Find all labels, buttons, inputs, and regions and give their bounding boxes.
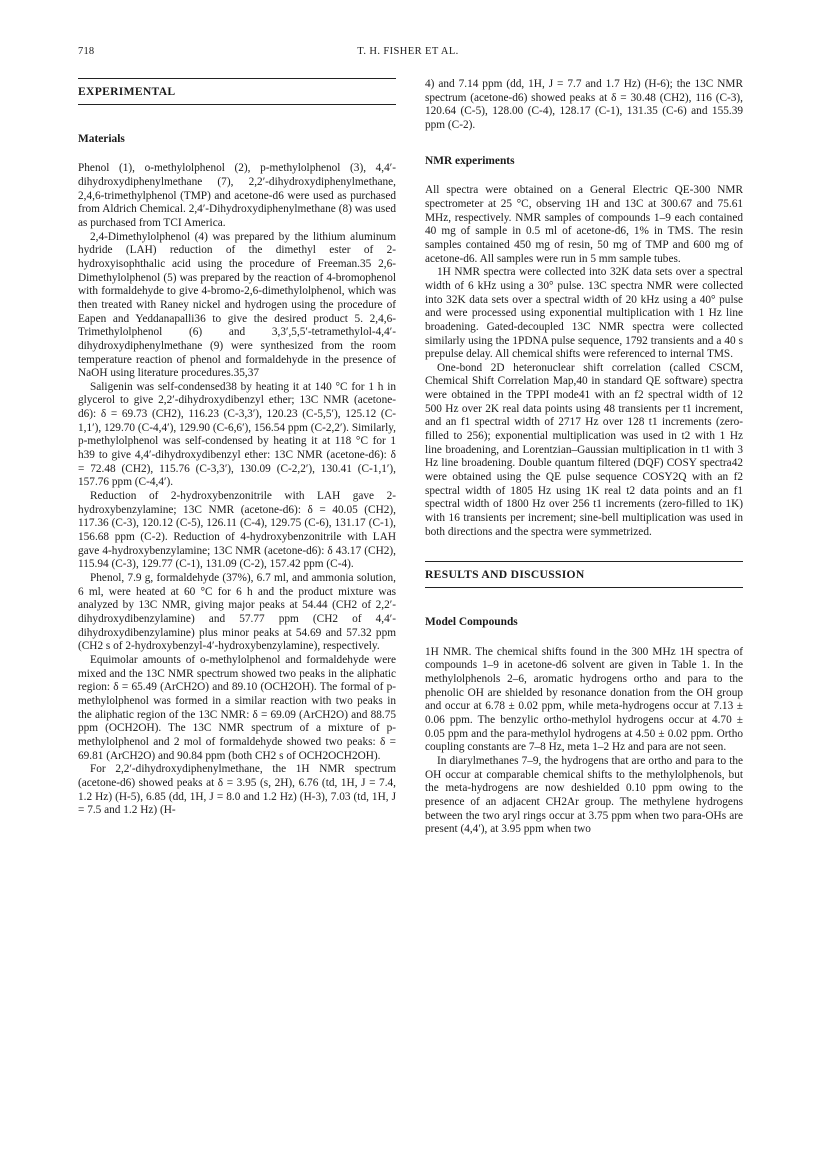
paragraph: 2,4-Dimethylolphenol (4) was prepared by the lithium aluminum hydride (LAH) reduction of the dimethyl ester of 2-hydroxyisophthalic acid using the procedure of Freeman.35 2,6-Dimethylolphenol (5) was prepared by the reaction of 4-bromophenol with formaldehyde to give 4-bromo-2,6-dimethylolphenol, which was then treated with Raney nickel and hydrogen using the procedure of Eapen and Yeddanapalli36 to give the desired product 5. 2,4,6-Trimethylolphenol (6) and 3,3′,5,5′-tetramethylol-4,4′-dihydroxydiphenylmethane (9) were synthesized from the room temperature reaction of phenol and formaldehyde in the presence of NaOH using literature procedures.35,37 bbox=[78, 230, 396, 380]
model-compounds-heading: Model Compounds bbox=[425, 616, 518, 628]
paragraph: Equimolar amounts of o-methylolphenol and formaldehyde were mixed and the 13C NMR spectrum showed two peaks in the aliphatic region: δ = 65.49 (ArCH2O) and 89.10 (OCH2OH). The formal of p-methylolphenol was formed in a similar reaction with two peaks in the aliphatic region of the 13C NMR: δ = 69.09 (ArCH2O) and 88.75 ppm (OCH2OH). The 13C NMR spectrum of a mixture of p-methylolphenol and 2 mol of formaldehyde showed two peaks: δ = 69.81 (ArCH2O) and 90.84 ppm (both CH2 s of OCH2OCH2OH). bbox=[78, 653, 396, 762]
paragraph: 1H NMR. The chemical shifts found in the 300 MHz 1H spectra of compounds 1–9 in acetone-d6 solvent are given in Table 1. In the methylolphenols 2–6, aromatic hydrogens ortho and para to the phenolic OH are shielded by resonance donation from the OH group and occur at 6.78 ± 0.02 ppm, while meta-hydrogens occur at 7.13 ± 0.06 ppm. The benzylic ortho-methylol hydrogens occur at 4.70 ± 0.05 ppm and the para-methylol hydrogens at 4.50 ± 0.02 ppm. Ortho coupling constants are 7–8 Hz, meta 1–2 Hz and para are not seen. bbox=[425, 645, 743, 754]
paragraph: Saligenin was self-condensed38 by heating it at 140 °C for 1 h in glycerol to give 2,2′-dihydroxydibenzyl ether; 13C NMR (acetone-d6): δ = 69.73 (CH2), 116.23 (C-3,3′), 120.23 (C-5,5′), 125.12 (C-1,1′), 129.70 (C-4,4′), 129.90 (C-6,6′), 156.54 ppm (C-2,2′). Similarly, p-methylolphenol was self-condensed by heating it at 118 °C for 1 h39 to give 4,4′-dihydroxydibenzyl ether: 13C NMR (acetone-d6): δ = 72.48 (CH2), 115.76 (C-3,3′), 130.09 (C-2,2′), 130.41 (C-1,1′), 157.76 ppm (C-4,4′). bbox=[78, 380, 396, 489]
paragraph: All spectra were obtained on a General Electric QE-300 NMR spectrometer at 25 °C, observing 1H and 13C at 300.67 and 75.61 MHz, respectively. NMR samples of compounds 1–9 each contained 40 mg of sample in 0.5 ml of acetone-d6, 1% in TMS. The resin samples contained 450 mg of resin, 50 mg of TMP and 600 mg of acetone-d6. All samples were run in 5 mm sample tubes. bbox=[425, 184, 743, 265]
paragraph: Phenol (1), o-methylolphenol (2), p-methylolphenol (3), 4,4′-dihydroxydiphenylmethane (7), 2,2′-dihydroxydiphenylmethane, 2,4,6-trimethylphenol (TMP) and acetone-d6 were used as purchased from Aldrich Chemical. 2,4′-Dihydroxydiphenylmethane (8) was used as purchased from TCI America. bbox=[78, 162, 396, 229]
paragraph-continuation: 4) and 7.14 ppm (dd, 1H, J = 7.7 and 1.7 Hz) (H-6); the 13C NMR spectrum (acetone-d6) showed peaks at δ = 30.48 (CH2), 116 (C-3), 120.64 (C-5), 128.00 (C-4), 128.17 (C-1), 131.35 (C-6) and 155.39 ppm (C-2). bbox=[425, 78, 743, 131]
running-title: T. H. FISHER ET AL. bbox=[357, 46, 459, 57]
paragraph: Phenol, 7.9 g, formaldehyde (37%), 6.7 ml, and ammonia solution, 6 ml, were heated at 60 °C for 6 h and the product mixture was analyzed by 13C NMR, giving major peaks at 54.44 (CH2 of 2,2′-dihydroxydibenzylamine) and 57.77 ppm (CH2 of 4,4′-dihydroxydibenzylamine) plus minor peaks at 54.69 and 57.32 ppm (CH2 s of 2-hydroxybenzyl-4′-hydroxybenzylamine), respectively. bbox=[78, 572, 396, 653]
page-number: 718 bbox=[78, 46, 95, 57]
nmr-experiments-heading: NMR experiments bbox=[425, 154, 515, 167]
materials-heading: Materials bbox=[78, 132, 125, 145]
paragraph: 1H NMR spectra were collected into 32K data sets over a spectral width of 6 kHz using a 30° pulse. 13C spectra NMR were collected into 32K data sets over a spectral width of 20 kHz using a 40° pulse and were processed using exponential multiplication with 1 Hz line broadening. Gated-decoupled 13C NMR spectra were collected similarly using the 1PDNA pulse sequence, 1792 transients and a 40 s prepulse delay. All chemical shifts were referenced to internal TMS. bbox=[425, 266, 743, 361]
paragraph: One-bond 2D heteronuclear shift correlation (called CSCM, Chemical Shift Correlation Map,40 in standard QE software) spectra were obtained in the TPPI mode41 with an f2 spectral width of 12 500 Hz over 2K real data points using 48 transients per t1 increment, and an f1 spectral width of 2717 Hz over 128 t1 increments (zero-filled to 256); exponential multiplication was used in t2 with 1 Hz line broadening, and Lorentzian–Gaussian multiplication in t1 with 3 Hz line broadening. Double quantum filtered (DQF) COSY spectra42 were obtained using the QE pulse sequence COSY2Q with an f2 spectral width of 1805 Hz using 1K real t2 data points and an f1 spectral width of 1800 Hz over 256 t1 increments (zero-filled to 1K) with 16 transients per increment; sine-bell multiplication was used in both directions and the spectra were symmetrized. bbox=[425, 361, 743, 538]
paragraph: In diarylmethanes 7–9, the hydrogens that are ortho and para to the OH occur at comparable chemical shifts to the methylolphenols, but the meta-hydrogens are now deshielded 0.10 ppm owing to the presence of an adjacent CH2Ar group. The methylene hydrogens between the two aryl rings occur at 3.75 ppm when two para-OHs are present (4,4′), at 3.95 ppm when two bbox=[425, 754, 743, 836]
left-column bbox=[78, 78, 396, 818]
paragraph: For 2,2′-dihydroxydiphenylmethane, the 1H NMR spectrum (acetone-d6) showed peaks at δ = 3.95 (s, 2H), 6.76 (td, 1H, J = 7.4, 1.2 Hz) (H-5), 6.85 (dd, 1H, J = 8.0 and 1.2 Hz) (H-3), 7.03 (td, 1H, J = 7.5 and 1.2 Hz) (H- bbox=[78, 763, 396, 817]
experimental-heading: EXPERIMENTAL bbox=[78, 78, 396, 105]
right-column bbox=[425, 78, 743, 837]
paragraph: Reduction of 2-hydroxybenzonitrile with LAH gave 2-hydroxybenzylamine; 13C NMR (acetone-d6): δ = 40.05 (CH2), 117.36 (C-3), 120.12 (C-5), 126.11 (C-4), 129.75 (C-6), 131.17 (C-1), 156.68 ppm (C-2). Reduction of 4-hydroxybenzonitrile with LAH gave 4-hydroxybenzylamine; 13C NMR (acetone-d6): δ 43.17 (CH2), 115.94 (C-3), 129.77 (C-1), 131.09 (C-2), 157.42 ppm (C-4). bbox=[78, 490, 396, 571]
results-heading: RESULTS AND DISCUSSION bbox=[425, 561, 743, 588]
